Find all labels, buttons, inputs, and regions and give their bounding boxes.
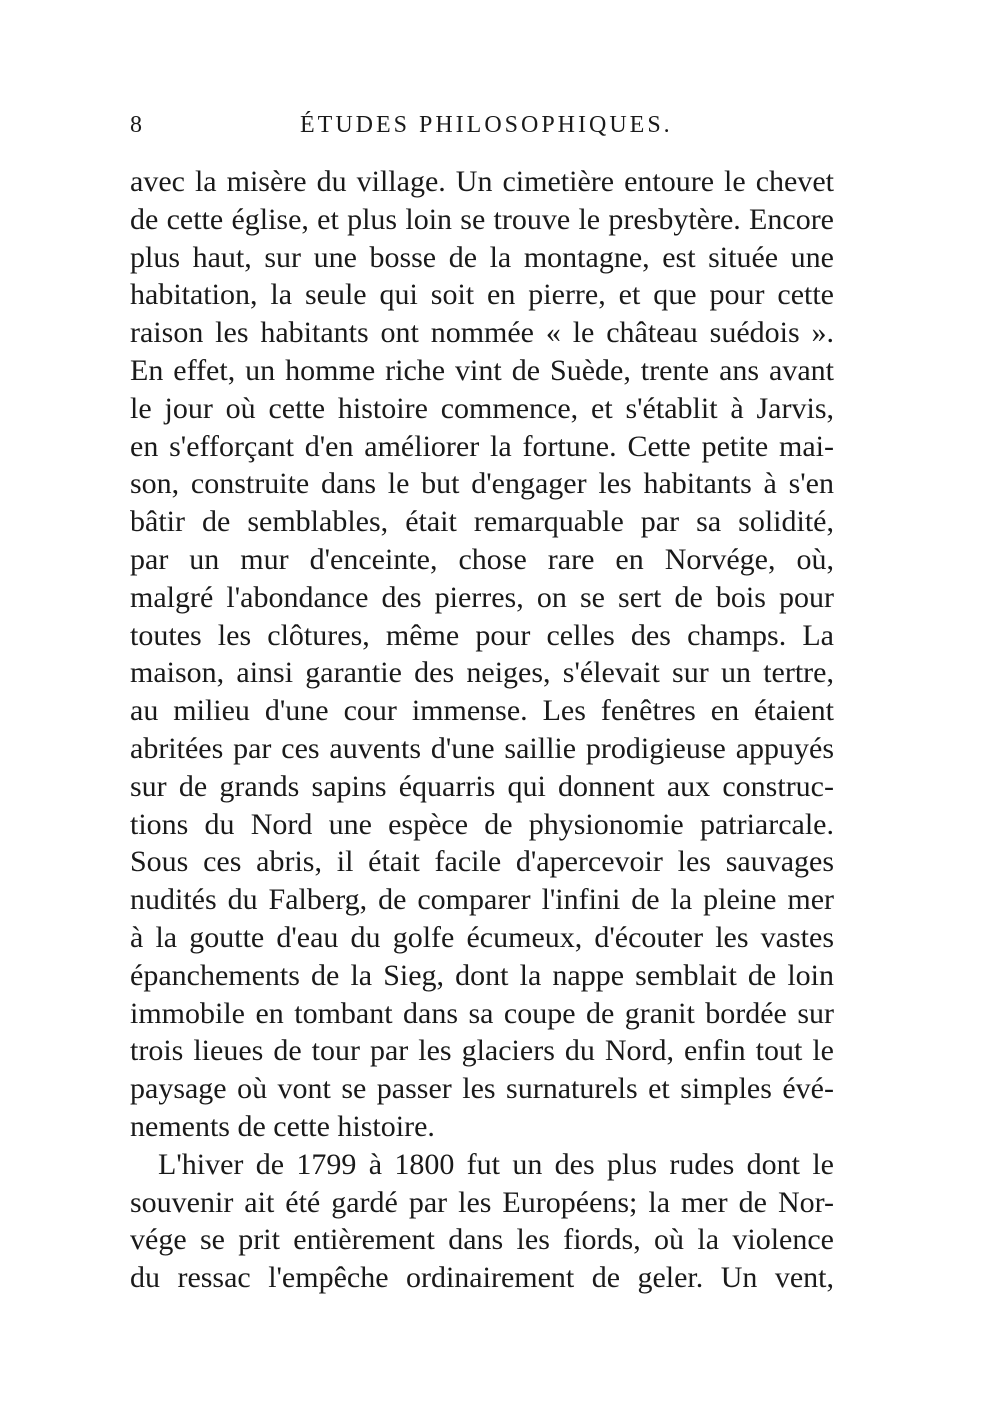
text-line: épanchements de la Sieg, dont la nappe semblait de loin (130, 958, 834, 992)
text-line: tions du Nord une espèce de physionomie patriarcale. (130, 807, 834, 841)
text-line: maison, ainsi garantie des neiges, s'élevait sur un tertre, (130, 656, 834, 690)
text-line: par un mur d'enceinte, chose rare en Norvége, où, (130, 542, 834, 576)
text-line: souvenir ait été gardé par les Européens; la mer de Nor- (130, 1185, 834, 1219)
text-line: son, construite dans le but d'engager les habitants à s'en (130, 467, 834, 501)
text-line: immobile en tombant dans sa coupe de granit bordée sur (130, 996, 834, 1030)
text-line: malgré l'abondance des pierres, on se sert de bois pour (130, 580, 834, 614)
text-line: au milieu d'une cour immense. Les fenêtres en étaient (130, 694, 834, 728)
text-line: L'hiver de 1799 à 1800 fut un des plus rudes dont le (158, 1147, 834, 1181)
text-line: trois lieues de tour par les glaciers du Nord, enfin tout le (130, 1034, 834, 1068)
text-line: abritées par ces auvents d'une saillie prodigieuse appuyés (130, 731, 834, 765)
text-line: toutes les clôtures, même pour celles des champs. La (130, 618, 834, 652)
text-line: à la goutte d'eau du golfe écumeux, d'écouter les vastes (130, 920, 834, 954)
paragraph-2 (130, 1146, 834, 1297)
paragraph-1 (130, 163, 834, 1146)
running-head (130, 112, 834, 148)
text-line: le jour où cette histoire commence, et s'établit à Jarvis, (130, 391, 834, 425)
text-line: sur de grands sapins équarris qui donnent aux construc- (130, 769, 834, 803)
text-line: raison les habitants ont nommée « le château suédois ». (130, 316, 834, 350)
text-line: plus haut, sur une bosse de la montagne, est située une (130, 240, 834, 274)
text-line: nements de cette histoire. (130, 1109, 435, 1143)
text-line: de cette église, et plus loin se trouve le presbytère. Encore (130, 202, 834, 236)
running-title: ÉTUDES PHILOSOPHIQUES. (300, 112, 673, 138)
text-line: paysage où vont se passer les surnaturels et simples évé- (130, 1072, 834, 1106)
body-text (130, 163, 834, 1297)
text-line: habitation, la seule qui soit en pierre, et que pour cette (130, 278, 834, 312)
text-line: bâtir de semblables, était remarquable par sa solidité, (130, 505, 834, 539)
page-number: 8 (130, 112, 144, 138)
text-line: nudités du Falberg, de comparer l'infini de la pleine mer (130, 883, 834, 917)
text-line: Sous ces abris, il était facile d'apercevoir les sauvages (130, 845, 834, 879)
text-line: En effet, un homme riche vint de Suède, trente ans avant (130, 353, 834, 387)
text-line: avec la misère du village. Un cimetière entoure le chevet (130, 165, 834, 198)
text-line: vége se prit entièrement dans les fiords, où la violence (130, 1223, 834, 1257)
text-line: du ressac l'empêche ordinairement de geler. Un vent, (130, 1261, 834, 1295)
text-line: en s'efforçant d'en améliorer la fortune. Cette petite mai- (130, 429, 834, 463)
